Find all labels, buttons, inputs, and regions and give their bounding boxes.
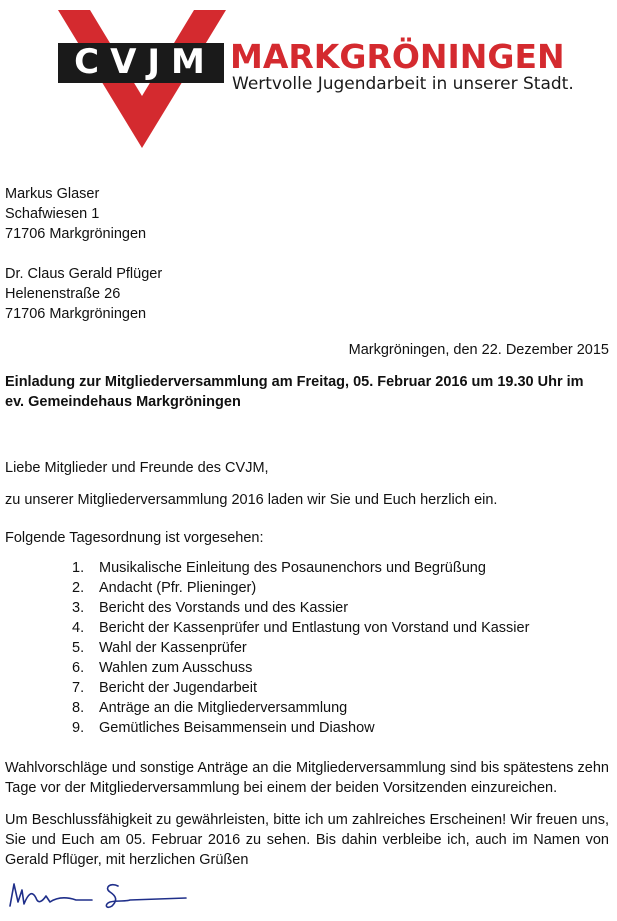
closing-paragraph: Um Beschlussfähigkeit zu gewährleisten, bitte ich um zahlreiches Erscheinen! Wir freuen uns, Sie und Euch am 05. Februar 2016 zu sehen. Bis dahin verbleibe ich, auch im Namen von Gerald Pflüger, mit herzlichen Grüßen — [5, 812, 609, 868]
agenda-item-text: Wahl der Kassenprüfer — [99, 640, 247, 656]
agenda-item-number: 8. — [72, 700, 85, 716]
letterhead — [0, 0, 617, 160]
org-name: MARKGRÖNINGEN — [230, 37, 565, 76]
list-item — [72, 558, 529, 578]
agenda-item-text: Musikalische Einleitung des Posaunenchors und Begrüßung — [99, 560, 486, 576]
subject-line-2: ev. Gemeindehaus Markgröningen — [5, 394, 241, 410]
greeting: Liebe Mitglieder und Freunde des CVJM, — [5, 460, 269, 476]
sender-name: Markus Glaser — [5, 186, 100, 202]
agenda-item-number: 1. — [72, 560, 85, 576]
agenda-item-number: 7. — [72, 680, 85, 696]
signature-stroke-2 — [106, 885, 186, 908]
recipient-street: Helenenstraße 26 — [5, 286, 121, 302]
sender-city: 71706 Markgröningen — [5, 226, 147, 242]
sender-address — [5, 184, 146, 244]
agenda-item-number: 5. — [72, 640, 85, 656]
agenda-list — [72, 558, 529, 738]
subject — [5, 372, 605, 412]
agenda-item-number: 3. — [72, 600, 85, 616]
agenda-intro: Folgende Tagesordnung ist vorgesehen: — [5, 530, 264, 546]
agenda-item-text: Bericht des Vorstands und des Kassier — [99, 600, 349, 616]
agenda-item-number: 4. — [72, 620, 85, 636]
recipient-city: 71706 Markgröningen — [5, 306, 147, 322]
recipient-address — [5, 264, 162, 324]
list-item — [72, 638, 529, 658]
list-item — [72, 698, 529, 718]
agenda-item-text: Gemütliches Beisammensein und Diashow — [99, 720, 375, 736]
list-item — [72, 598, 529, 618]
sender-street: Schafwiesen 1 — [5, 206, 100, 222]
list-item — [72, 658, 529, 678]
signature-stroke-1 — [10, 884, 92, 906]
recipient-name: Dr. Claus Gerald Pflüger — [5, 266, 163, 282]
nominations-paragraph: Wahlvorschläge und sonstige Anträge an die Mitgliederversammlung sind bis spätestens zehn Tage vor der Mitgliederversammlung bei einem der beiden Vorsitzenden einzureichen. — [5, 760, 609, 796]
agenda-item-number: 9. — [72, 720, 85, 736]
agenda-item-text: Anträge an die Mitgliederversammlung — [99, 700, 348, 716]
date-line: Markgröningen, den 22. Dezember 2015 — [348, 342, 609, 358]
agenda-item-text: Wahlen zum Ausschuss — [99, 660, 253, 676]
list-item — [72, 718, 529, 738]
subject-line-1: Einladung zur Mitgliederversammlung am Freitag, 05. Februar 2016 um 19.30 Uhr im — [5, 374, 584, 390]
agenda-item-number: 6. — [72, 660, 85, 676]
agenda-item-text: Bericht der Kassenprüfer und Entlastung von Vorstand und Kassier — [99, 620, 530, 636]
agenda-item-text: Andacht (Pfr. Plieninger) — [99, 580, 257, 596]
agenda-item-number: 2. — [72, 580, 85, 596]
tagline: Wertvolle Jugendarbeit in unserer Stadt. — [232, 74, 574, 94]
logo-word: CVJM — [74, 42, 216, 82]
intro-paragraph: zu unserer Mitgliederversammlung 2016 laden wir Sie und Euch herzlich ein. — [5, 492, 498, 508]
list-item — [72, 678, 529, 698]
list-item — [72, 578, 529, 598]
handwritten-signature — [6, 876, 206, 916]
agenda-item-text: Bericht der Jugendarbeit — [99, 680, 257, 696]
list-item — [72, 618, 529, 638]
